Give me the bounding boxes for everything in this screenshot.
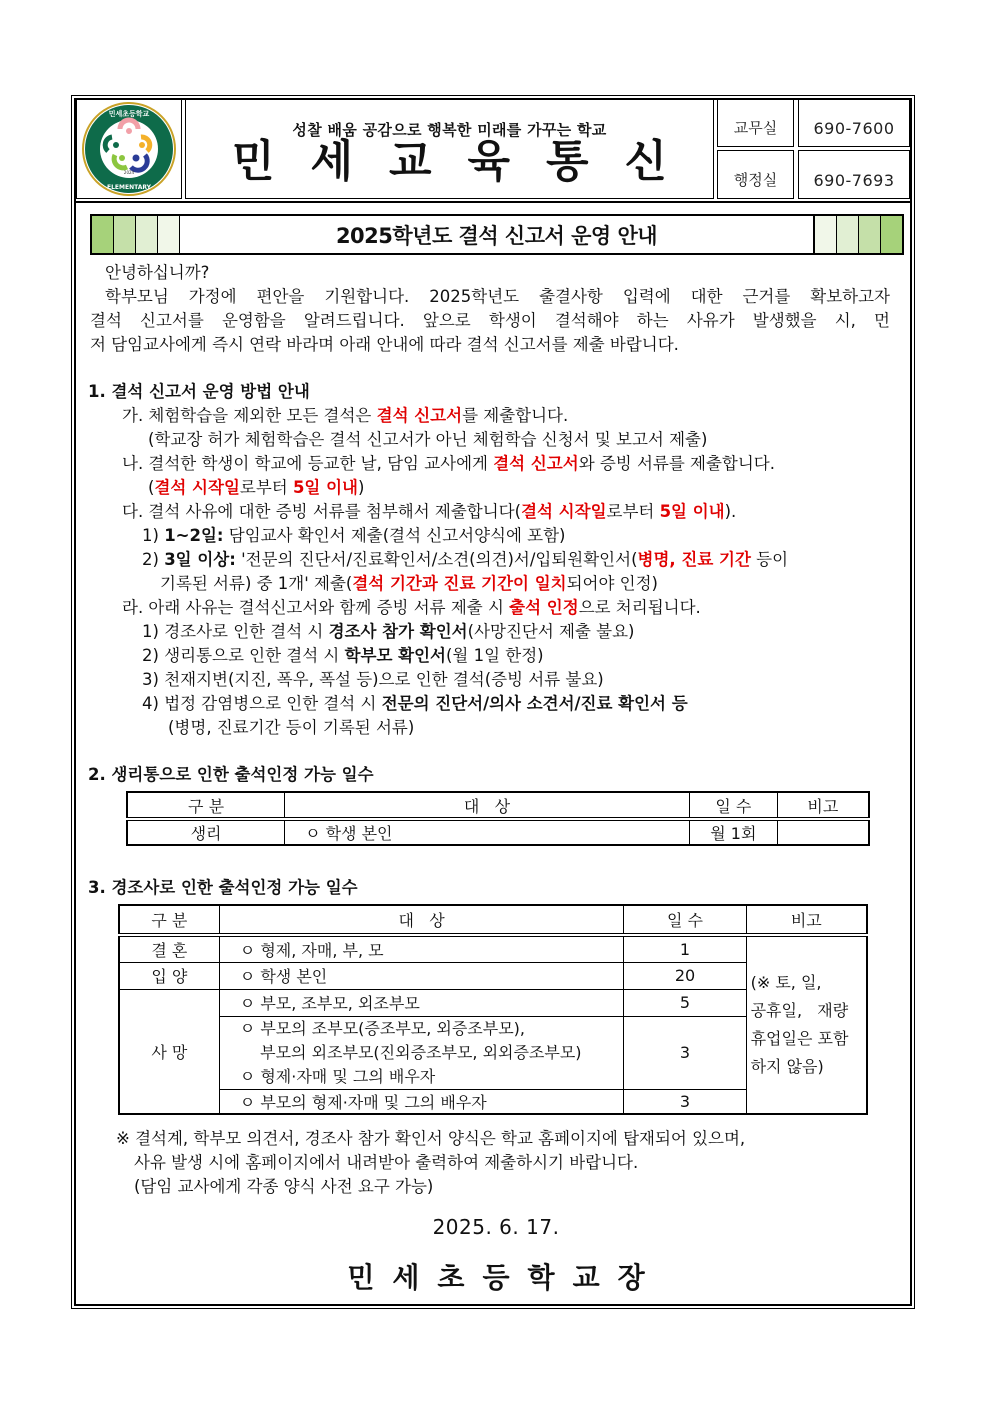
green-swatch bbox=[880, 216, 902, 253]
cell-category: 결 혼 bbox=[119, 935, 219, 962]
school-logo bbox=[76, 99, 182, 199]
school-slogan: 성찰 배움 공감으로 행복한 미래를 가꾸는 학교 bbox=[292, 121, 607, 139]
item-ra-4-note: (병명, 진료기간 등이 기록된 서류) bbox=[168, 718, 415, 737]
cell-days: 월 1회 bbox=[689, 819, 777, 845]
footer-note-line-2: 사유 발생 시에 홈페이지에서 내려받아 출력하여 제출하시기 바랍니다. bbox=[134, 1153, 639, 1172]
contact-dept-2: 행정실 bbox=[717, 150, 794, 199]
svg-text:민세초등학교: 민세초등학교 bbox=[108, 110, 150, 118]
cell-target: ㅇ 부모의 형제·자매 및 그의 배우자 bbox=[219, 1089, 624, 1114]
table-row bbox=[119, 935, 867, 962]
item-ra: 라. 아래 사유는 결석신고서와 함께 증빙 서류 제출 시 출석 인정으로 처리됩니다. bbox=[122, 598, 701, 617]
cell-category: 사 망 bbox=[119, 989, 219, 1114]
col-header-target: 대 상 bbox=[285, 792, 690, 819]
item-da-2-cont: 기록된 서류) 중 1개' 제출(결석 기간과 진료 기간이 일치되어야 인정) bbox=[160, 574, 658, 593]
cell-target: ㅇ 부모의 조부모(증조부모, 외증조부모), 부모의 외조부모(진외증조부모, 외외증조부모) ㅇ 형제·자매 및 그의 배우자 bbox=[219, 1016, 624, 1089]
contact-dept-1: 교무실 bbox=[717, 99, 794, 147]
col-header-category: 구 분 bbox=[119, 905, 219, 935]
cell-note bbox=[777, 819, 869, 845]
green-swatch bbox=[136, 216, 158, 253]
section-3-heading: 3. 경조사로 인한 출석인정 가능 일수 bbox=[88, 878, 358, 897]
header-divider bbox=[74, 201, 912, 203]
newsletter-name: 민세교육통신 bbox=[231, 136, 704, 187]
notice-title: 2025학년도 결석 신고서 운영 안내 bbox=[180, 216, 814, 253]
item-da: 다. 결석 사유에 대한 증빙 서류를 첨부해서 제출합니다(결석 시작일로부터 5일 이내). bbox=[122, 502, 737, 521]
green-swatch bbox=[114, 216, 136, 253]
green-swatch bbox=[92, 216, 114, 253]
item-ra-1: 1) 경조사로 인한 결석 시 경조사 참가 확인서(사망진단서 제출 불요) bbox=[142, 622, 635, 641]
item-na-note: (결석 시작일로부터 5일 이내) bbox=[148, 478, 365, 497]
greeting: 안녕하십니까? bbox=[105, 263, 210, 282]
school-emblem-icon bbox=[79, 101, 179, 197]
cell-target: ㅇ 학생 본인 bbox=[285, 819, 690, 845]
col-header-note: 비고 bbox=[777, 792, 869, 819]
cell-days: 5 bbox=[624, 989, 746, 1016]
contact-phone-1: 690-7600 bbox=[798, 99, 910, 147]
cell-category: 입 양 bbox=[119, 962, 219, 989]
green-swatch bbox=[858, 216, 880, 253]
cell-days: 20 bbox=[624, 962, 746, 989]
item-ra-3: 3) 천재지변(지진, 폭우, 폭설 등)으로 인한 결석(증빙 서류 불요) bbox=[142, 670, 604, 689]
col-header-target: 대 상 bbox=[219, 905, 624, 935]
col-header-note: 비고 bbox=[746, 905, 867, 935]
intro-line-1: 학부모님 가정에 편안을 기원합니다. 2025학년도 출결사항 입력에 대한 근거를 확보하고자 bbox=[105, 287, 890, 306]
menstrual-leave-table bbox=[126, 791, 870, 846]
cell-target: ㅇ 부모, 조부모, 외조부모 bbox=[219, 989, 624, 1016]
green-swatch bbox=[158, 216, 180, 253]
cell-target: ㅇ 형제, 자매, 부, 모 bbox=[219, 935, 624, 962]
section-1-heading: 1. 결석 신고서 운영 방법 안내 bbox=[88, 382, 310, 401]
principal-signature: 민세초등학교장 bbox=[347, 1261, 663, 1294]
table-header-row bbox=[119, 905, 867, 935]
contact-phone-2: 690-7693 bbox=[798, 150, 910, 199]
cell-days: 3 bbox=[624, 1016, 746, 1089]
section-2-heading: 2. 생리통으로 인한 출석인정 가능 일수 bbox=[88, 765, 374, 784]
cell-days: 1 bbox=[624, 935, 746, 962]
intro-line-2: 결석 신고서를 운영함을 알려드립니다. 앞으로 학생이 결석해야 하는 사유가 발생했을 시, 먼 bbox=[90, 311, 890, 330]
col-header-days: 일 수 bbox=[624, 905, 746, 935]
footer-note-line-3: (담임 교사에게 각종 양식 사전 요구 가능) bbox=[134, 1177, 434, 1196]
intro-line-3: 저 담임교사에게 즉시 연락 바라며 아래 안내에 따라 결석 신고서를 제출 바랍니다. bbox=[90, 335, 679, 354]
table-header-row bbox=[127, 792, 869, 819]
item-ra-4: 4) 법정 감염병으로 인한 결석 시 전문의 진단서/의사 소견서/진료 확인서 등 bbox=[142, 694, 688, 713]
title-banner bbox=[90, 214, 904, 255]
item-ra-2: 2) 생리통으로 인한 결석 시 학부모 확인서(월 1일 한정) bbox=[142, 646, 544, 665]
item-da-2: 2) 3일 이상: '전문의 진단서/진료확인서/소견(의견)서/입퇴원확인서(병명, 진료 기간 등이 bbox=[142, 550, 789, 569]
cell-note: (※ 토, 일, 공휴일, 재량 휴업일은 포함 하지 않음) bbox=[746, 935, 867, 1114]
svg-text:ELEMENTARY: ELEMENTARY bbox=[106, 184, 152, 191]
item-da-1: 1) 1~2일: 담임교사 확인서 제출(결석 신고서양식에 포함) bbox=[142, 526, 566, 545]
green-swatch bbox=[814, 216, 836, 253]
cell-category: 생리 bbox=[127, 819, 285, 845]
issue-date: 2025. 6. 17. bbox=[432, 1215, 560, 1239]
item-na: 나. 결석한 학생이 학교에 등교한 날, 담임 교사에게 결석 신고서와 증빙 서류를 제출합니다. bbox=[122, 454, 775, 473]
svg-text:2024: 2024 bbox=[123, 170, 135, 175]
col-header-days: 일 수 bbox=[689, 792, 777, 819]
green-swatch bbox=[836, 216, 858, 253]
col-header-category: 구 분 bbox=[127, 792, 285, 819]
footer-note-line-1: ※ 결석계, 학부모 의견서, 경조사 참가 확인서 양식은 학교 홈페이지에 탑재되어 있으며, bbox=[116, 1129, 746, 1148]
item-ga: 가. 체험학습을 제외한 모든 결석은 결석 신고서를 제출합니다. bbox=[122, 406, 569, 425]
table-row bbox=[127, 819, 869, 845]
cell-days: 3 bbox=[624, 1089, 746, 1114]
family-event-leave-table bbox=[118, 904, 868, 1115]
newsletter-title-box bbox=[185, 99, 714, 199]
cell-target: ㅇ 학생 본인 bbox=[219, 962, 624, 989]
item-ga-note: (학교장 허가 체험학습은 결석 신고서가 아닌 체험학습 신청서 및 보고서 제출) bbox=[148, 430, 708, 449]
